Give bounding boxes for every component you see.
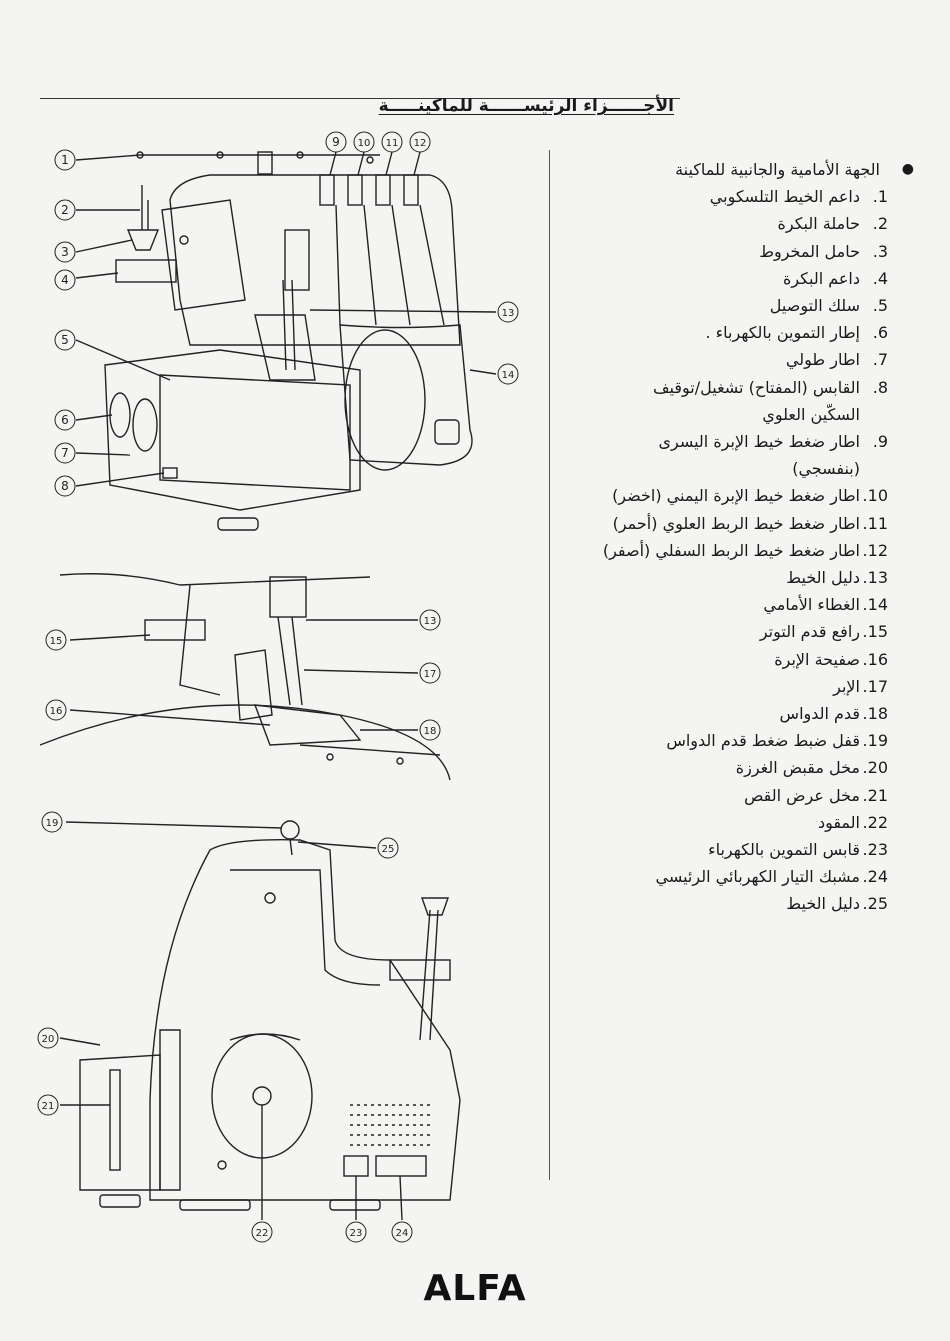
callout-6 xyxy=(55,410,75,430)
part-item xyxy=(548,210,888,237)
part-number: 20. xyxy=(862,758,888,778)
callout-9 xyxy=(326,132,346,152)
part-label: المقود xyxy=(817,812,860,832)
part-label: الغطاء الأمامي xyxy=(763,595,860,615)
part-number: 8. xyxy=(872,377,888,397)
svg-text:12: 12 xyxy=(413,138,427,149)
part-label-continued: السكّين العلوي xyxy=(762,404,860,424)
part-item xyxy=(548,564,888,591)
part-item xyxy=(548,591,888,618)
part-label-continued: (بنفسجي) xyxy=(792,459,860,479)
svg-text:20: 20 xyxy=(41,1034,55,1045)
side-housing xyxy=(150,840,460,1200)
svg-text:4: 4 xyxy=(61,273,69,287)
part-label: مخل عرض القص xyxy=(744,785,860,805)
callout-13-detail xyxy=(420,610,440,630)
part-item xyxy=(548,374,888,401)
part-number: 21. xyxy=(862,785,888,805)
part-item xyxy=(548,727,888,754)
part-number: 5. xyxy=(872,296,888,316)
part-number: 25. xyxy=(862,894,888,914)
upper-housing xyxy=(170,175,460,345)
callout-25 xyxy=(378,838,398,858)
part-number: 11. xyxy=(862,513,888,533)
part-item xyxy=(548,782,888,809)
svg-text:5: 5 xyxy=(61,333,69,347)
svg-text:22: 22 xyxy=(255,1228,269,1239)
svg-text:18: 18 xyxy=(423,726,437,737)
parts-list xyxy=(548,156,914,918)
part-label: الإبر xyxy=(833,676,860,696)
part-label: حامل المخروط xyxy=(759,241,860,261)
callout-22 xyxy=(252,1222,272,1242)
part-number: 4. xyxy=(872,268,888,288)
alfa-logo xyxy=(410,1262,540,1310)
callout-24 xyxy=(392,1222,412,1242)
svg-text:11: 11 xyxy=(385,138,399,149)
parts-heading xyxy=(548,156,914,183)
needle-plate xyxy=(40,705,450,780)
bullet-icon: ● xyxy=(901,161,914,177)
part-item xyxy=(548,809,888,836)
svg-text:2: 2 xyxy=(61,203,69,217)
svg-text:17: 17 xyxy=(423,669,437,680)
callout-3 xyxy=(55,242,75,262)
callout-4 xyxy=(55,270,75,290)
svg-text:13: 13 xyxy=(501,308,515,319)
part-number: 13. xyxy=(862,568,888,588)
part-label: داعم البكرة xyxy=(782,268,860,288)
svg-text:9: 9 xyxy=(332,135,340,149)
part-number: 23. xyxy=(862,840,888,860)
part-number: 22. xyxy=(862,812,888,832)
thread-guide xyxy=(285,230,309,290)
part-number: 1. xyxy=(872,187,888,207)
part-item xyxy=(548,836,888,863)
part-item xyxy=(548,863,888,890)
part-number: 17. xyxy=(862,676,888,696)
telescopic-rod xyxy=(420,910,430,1040)
power-switch xyxy=(344,1156,368,1176)
thread-guide-detail xyxy=(270,577,306,617)
presser-foot xyxy=(255,705,360,745)
svg-text:6: 6 xyxy=(61,413,69,427)
part-label: القابس (المفتاح) تشغيل/توقيف xyxy=(652,377,860,397)
part-label: اطار طولي xyxy=(785,350,860,370)
cone-holder xyxy=(128,230,158,250)
callout-12 xyxy=(410,132,430,152)
part-number: 6. xyxy=(872,323,888,343)
part-label: قابس التموين بالكهرباء xyxy=(708,840,860,860)
callout-5 xyxy=(55,330,75,350)
svg-text:16: 16 xyxy=(49,706,63,717)
part-number: 24. xyxy=(862,867,888,887)
part-item xyxy=(548,482,888,509)
part-label: رافع قدم التوتر xyxy=(759,622,860,642)
part-number: 10. xyxy=(862,486,888,506)
part-number: 15. xyxy=(862,622,888,642)
svg-text:19: 19 xyxy=(45,818,59,829)
part-item xyxy=(548,618,888,645)
page-title: الأجــــــزاء الرئيســــــة للماكينـــــة xyxy=(378,96,674,116)
part-number: 12. xyxy=(862,540,888,560)
part-label: قفل ضبط ضغط قدم الدواس xyxy=(666,731,860,751)
part-number: 16. xyxy=(862,649,888,669)
svg-text:23: 23 xyxy=(349,1228,363,1239)
brand-logo xyxy=(0,1262,950,1314)
part-item xyxy=(548,428,888,455)
svg-text:15: 15 xyxy=(49,636,63,647)
svg-text:8: 8 xyxy=(61,479,69,493)
callout-20 xyxy=(38,1028,58,1048)
part-item xyxy=(548,183,888,210)
power-frame xyxy=(110,393,130,437)
part-item xyxy=(548,700,888,727)
part-number: 19. xyxy=(862,731,888,751)
callout-7 xyxy=(55,443,75,463)
spool-stand xyxy=(116,260,176,282)
part-item xyxy=(548,890,888,917)
part-label: إطار التموين بالكهرباء . xyxy=(705,323,860,343)
part-item xyxy=(548,292,888,319)
needle-detail-figure xyxy=(40,565,520,790)
parts-heading-text: الجهة الأمامية والجانبية للماكينة xyxy=(675,160,880,179)
svg-text:24: 24 xyxy=(395,1228,409,1239)
callout-21 xyxy=(38,1095,58,1115)
part-number: 14. xyxy=(862,595,888,615)
callout-17 xyxy=(420,663,440,683)
part-item xyxy=(548,646,888,673)
callout-10 xyxy=(354,132,374,152)
part-label: قدم الدواس xyxy=(779,704,860,724)
callout-8 xyxy=(55,476,75,496)
part-item xyxy=(548,510,888,537)
part-label: اطار ضغط خيط الربط العلوي (أحمر) xyxy=(612,513,860,533)
part-item xyxy=(548,238,888,265)
front-view-figure xyxy=(40,130,540,550)
callout-14 xyxy=(498,364,518,384)
part-label: داعم الخيط التلسكوبي xyxy=(709,187,860,207)
part-item xyxy=(548,673,888,700)
part-label: اطار ضغط خيط الربط السفلي (أصفر) xyxy=(602,540,860,560)
part-label: صفيحة الإبرة xyxy=(774,649,860,669)
knife-switch xyxy=(163,468,177,478)
part-number: 3. xyxy=(872,241,888,261)
svg-text:25: 25 xyxy=(381,844,395,855)
parts-items xyxy=(548,183,888,917)
part-label: سلك التوصيل xyxy=(769,296,860,316)
part-number: 9. xyxy=(872,432,888,452)
vent-grid xyxy=(350,1105,430,1145)
svg-text:7: 7 xyxy=(61,446,69,460)
part-number: 7. xyxy=(872,350,888,370)
part-label: دليل الخيط xyxy=(786,894,860,914)
callout-2 xyxy=(55,200,75,220)
callout-23 xyxy=(346,1222,366,1242)
svg-text:14: 14 xyxy=(501,370,515,381)
part-label: مخل مقبض الغرزة xyxy=(735,758,860,778)
svg-text:ALFA: ALFA xyxy=(423,1268,527,1309)
side-view-figure xyxy=(30,800,510,1250)
callout-18 xyxy=(420,720,440,740)
pressure-screw xyxy=(281,821,299,839)
svg-text:13: 13 xyxy=(423,616,437,627)
callout-11 xyxy=(382,132,402,152)
part-item xyxy=(548,754,888,781)
callout-16 xyxy=(46,700,66,720)
callout-1 xyxy=(55,150,75,170)
svg-text:3: 3 xyxy=(61,245,69,259)
part-label: حاملة البكرة xyxy=(777,214,860,234)
part-label: مشبك التيار الكهربائي الرئيسي xyxy=(655,867,860,887)
page-header xyxy=(40,96,680,124)
callout-15 xyxy=(46,630,66,650)
callout-19 xyxy=(42,812,62,832)
svg-text:1: 1 xyxy=(61,153,69,167)
part-label: اطار ضغط خيط الإبرة اليمني (اخضر) xyxy=(612,486,860,506)
machine-base xyxy=(105,350,360,510)
part-number: 18. xyxy=(862,704,888,724)
part-label: دليل الخيط xyxy=(786,568,860,588)
part-item xyxy=(548,346,888,373)
callout-13 xyxy=(498,302,518,322)
power-socket xyxy=(376,1156,426,1176)
side-cover xyxy=(162,200,245,310)
svg-text:21: 21 xyxy=(41,1101,55,1112)
part-item xyxy=(548,265,888,292)
part-item xyxy=(548,537,888,564)
tension-dials xyxy=(320,175,444,325)
svg-text:10: 10 xyxy=(357,138,371,149)
part-number: 2. xyxy=(872,214,888,234)
part-item xyxy=(548,319,888,346)
part-label: اطار ضغط خيط الإبرة اليسرى xyxy=(658,432,860,452)
